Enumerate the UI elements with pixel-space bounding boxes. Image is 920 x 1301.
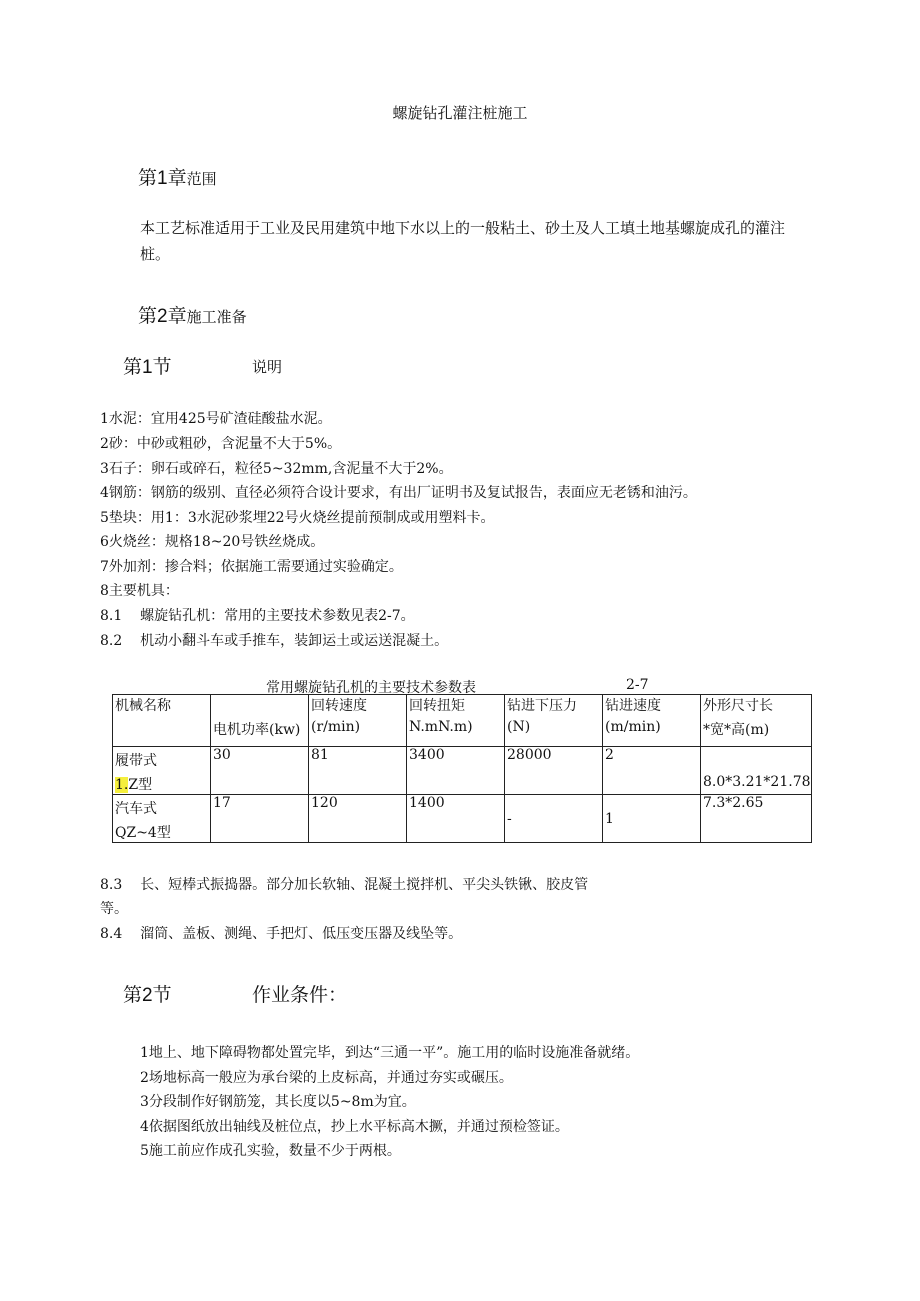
chapter-1-text-line2: 桩。 <box>140 245 171 263</box>
cell-power: 30 <box>211 747 309 795</box>
material-item-3: 3石子：卵石或碎石，粒径5~32mm,含泥量不大于2%。 <box>100 461 453 477</box>
section-1-title: 说明 <box>252 358 283 376</box>
cell-dimensions: 7.3*2.65 <box>701 795 812 843</box>
cell-power: 17 <box>211 795 309 843</box>
material-item-2: 2砂：中砂或粗砂，含泥量不大于5%。 <box>100 436 342 452</box>
material-item-8-2: 8.2 机动小翻斗车或手推车，装卸运土或运送混凝土。 <box>100 633 449 649</box>
cell-speed: 120 <box>309 795 407 843</box>
cell-torque: 3400 <box>407 747 505 795</box>
chapter-2-heading <box>138 301 247 328</box>
item-8-3-line1: 8.3 长、短棒式振捣器。部分加长软轴、混凝土搅拌机、平尖头铁锹、胶皮管 <box>100 877 589 893</box>
material-item-1: 1水泥：宜用425号矿渣硅酸盐水泥。 <box>100 411 332 427</box>
drill-spec-table <box>112 694 812 843</box>
cell-force: 28000 <box>505 747 603 795</box>
item-8-3-line2: 等。 <box>100 901 128 917</box>
material-item-7: 7外加剂：掺合料；依据施工需要通过实验确定。 <box>100 559 403 575</box>
header-power: 电机功率(kw) <box>211 695 309 747</box>
chapter-2-title: 施工准备 <box>186 308 247 326</box>
table-number: 2-7 <box>626 677 649 693</box>
condition-item-1: 1地上、地下障碍物都处置完毕，到达“三通一平”。施工用的临时设施准备就绪。 <box>140 1045 640 1061</box>
table-caption: 常用螺旋钻孔机的主要技术参数表 <box>266 680 476 696</box>
cell-drill-speed: 1 <box>603 795 701 843</box>
header-machine-name: 机械名称 <box>113 695 211 747</box>
chapter-1-heading <box>138 163 217 190</box>
condition-item-4: 4依据图纸放出轴线及桩位点，抄上水平标高木撅，并通过预检签证。 <box>140 1119 569 1135</box>
highlight-mark: 1. <box>115 777 129 793</box>
cell-dimensions: 8.0*3.21*21.78 <box>701 747 812 795</box>
section-2-title: 作业条件： <box>252 984 348 1006</box>
chapter-2-number: 第2章 <box>138 306 187 327</box>
material-item-5: 5垫块：用1：3水泥砂浆埋22号火烧丝提前预制成或用塑料卡。 <box>100 510 495 526</box>
header-force: 钻进下压力 (N) <box>505 695 603 747</box>
section-1-number: 第1节 <box>123 357 172 378</box>
condition-item-3: 3分段制作好钢筋笼，其长度以5~8m为宜。 <box>140 1094 416 1110</box>
cell-speed: 81 <box>309 747 407 795</box>
material-item-8: 8主要机具： <box>100 583 179 599</box>
cell-machine-name: 汽车式 QZ~4型 <box>113 795 211 843</box>
chapter-1-text-line1: 本工艺标准适用于工业及民用建筑中地下水以上的一般粘土、砂土及人工填土地基螺旋成孔的灌注 <box>140 219 786 237</box>
cell-machine-name: 履带式 1.Z型 <box>113 747 211 795</box>
section-2-number: 第2节 <box>123 985 172 1006</box>
cell-drill-speed: 2 <box>603 747 701 795</box>
header-speed: 回转速度 (r/min) <box>309 695 407 747</box>
table-row <box>113 795 812 843</box>
header-dimensions: 外形尺寸长 *宽*高(m) <box>701 695 812 747</box>
chapter-1-number: 第1章 <box>138 168 187 189</box>
material-item-8-1: 8.1 螺旋钻孔机：常用的主要技术参数见表2-7。 <box>100 608 415 624</box>
material-item-4: 4钢筋：钢筋的级别、直径必须符合设计要求，有出厂证明书及复试报告，表面应无老锈和油污。 <box>100 485 697 501</box>
condition-item-5: 5施工前应作成孔实验，数量不少于两根。 <box>140 1143 401 1159</box>
header-torque: 回转扭矩 N.mN.m) <box>407 695 505 747</box>
table-row <box>113 747 812 795</box>
cell-force: - <box>505 795 603 843</box>
document-title: 螺旋钻孔灌注桩施工 <box>392 104 528 122</box>
header-drill-speed: 钻进速度 (m/min) <box>603 695 701 747</box>
cell-torque: 1400 <box>407 795 505 843</box>
table-header-row <box>113 695 812 747</box>
chapter-1-title: 范围 <box>186 170 217 188</box>
condition-item-2: 2场地标高一般应为承台梁的上皮标高，并通过夯实或碾压。 <box>140 1070 513 1086</box>
item-8-4: 8.4 溜筒、盖板、测绳、手把灯、低压变压器及线坠等。 <box>100 926 463 942</box>
material-item-6: 6火烧丝：规格18~20号铁丝烧成。 <box>100 534 325 550</box>
